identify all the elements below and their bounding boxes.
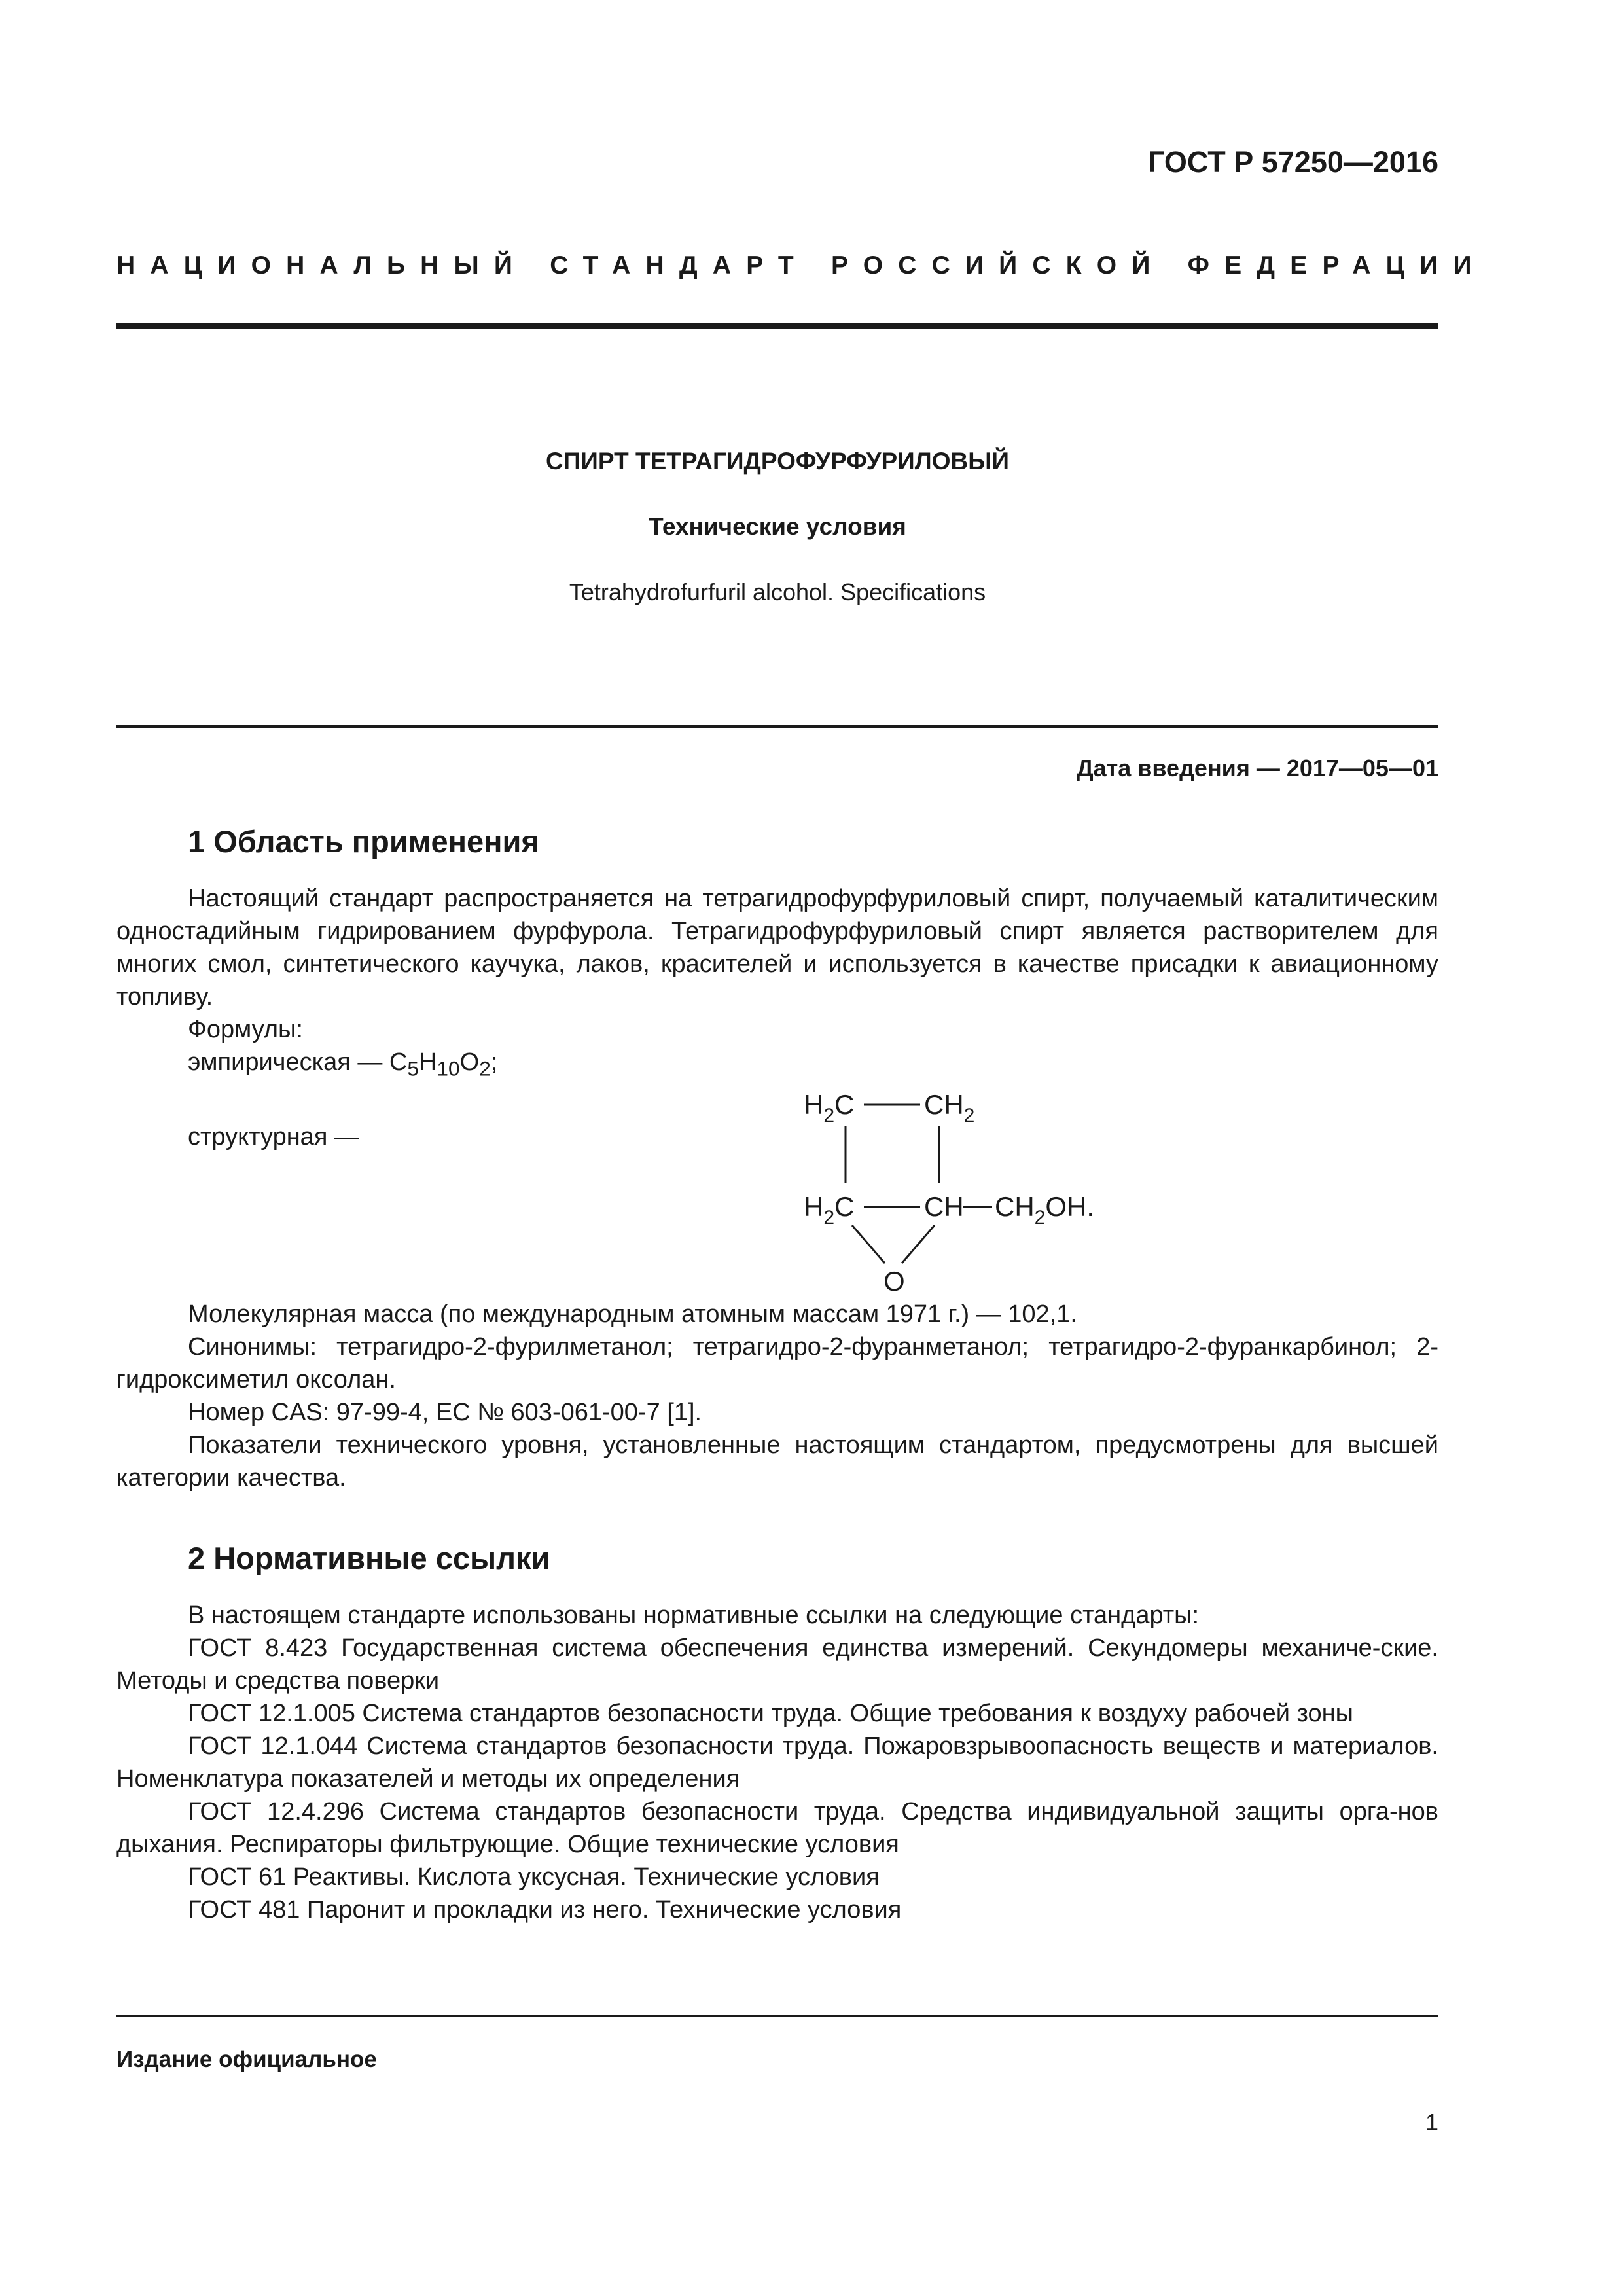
national-standard-banner: НАЦИОНАЛЬНЫЙ СТАНДАРТ РОССИЙСКОЙ ФЕДЕРАЦИИ	[116, 251, 1487, 279]
struct-mid-center: CH	[924, 1191, 964, 1222]
section-1-heading: 1 Область применения	[188, 824, 539, 859]
scope-paragraph: Настоящий стандарт распространяется на тетрагидрофурфуриловый спирт, получаемый каталитическим одностадийным гидрированием фурфурола. Тетрагидрофурфуриловый спирт является растворителем для многих смол, синтетического каучука, лаков, красителей и используется в качестве присадки к авиационному топливу.	[116, 885, 1438, 1011]
reference-item: ГОСТ 61 Реактивы. Кислота уксусная. Технические условия	[188, 1863, 880, 1891]
section-1-body	[116, 882, 1438, 1085]
formula-o: O	[459, 1049, 480, 1076]
reference-item: ГОСТ 481 Паронит и прокладки из него. Технические условия	[188, 1896, 902, 1924]
struct-top-right: $CH_2$	[924, 1089, 975, 1126]
header-divider	[116, 323, 1438, 329]
cas-number: Номер CAS: 97-99-4, ЕС № 603-061-00-7 [1].	[188, 1399, 702, 1426]
official-edition-label: Издание официальное	[116, 2047, 377, 2072]
section-1	[116, 823, 1438, 860]
structural-label: структурная —	[188, 1123, 359, 1151]
document-subtitle: Технические условия	[649, 513, 906, 540]
introduction-date: Дата введения — 2017—05—01	[1076, 755, 1438, 781]
quality-note: Показатели технического уровня, установленные настоящим стандартом, предусмотрены для высшей категории качества.	[116, 1431, 1438, 1492]
struct-top-left: $H_2C$	[804, 1089, 855, 1126]
struct-mid-right: $CH_2OH$.	[995, 1191, 1095, 1229]
struct-mid-left: $H_2C$	[804, 1191, 855, 1229]
formula-h: H	[418, 1049, 437, 1076]
formula-c: C	[389, 1049, 408, 1076]
formula-o-sub: 2	[479, 1056, 491, 1081]
reference-item: ГОСТ 12.4.296 Система стандартов безопасности труда. Средства индивидуальной защиты орга-нов дыхания. Респираторы фильтрующие. Общие технические условия	[116, 1798, 1438, 1858]
empirical-prefix: эмпирическая —	[188, 1049, 389, 1076]
synonyms: Синонимы: тетрагидро-2-фурилметанол; тетрагидро-2-фуранметанол; тетрагидро-2-фуранкарбинол; 2-гидроксиметил оксолан.	[116, 1333, 1438, 1393]
english-title: Tetrahydrofurfuril alcohol. Specifications	[569, 579, 986, 605]
formula-c-sub: 5	[407, 1056, 419, 1081]
page-number: 1	[1425, 2109, 1438, 2136]
section-2	[116, 1540, 1438, 1577]
molar-mass: Молекулярная масса (по международным атомным массам 1971 г.) — 102,1.	[188, 1300, 1077, 1328]
section-1-tail	[116, 1298, 1438, 1494]
section-2-heading: 2 Нормативные ссылки	[188, 1541, 550, 1575]
structural-formula	[772, 1073, 1165, 1302]
reference-item: ГОСТ 8.423 Государственная система обеспечения единства измерений. Секундомеры механиче-ские. Методы и средства поверки	[116, 1634, 1438, 1695]
document-number: ГОСТ Р 57250—2016	[1147, 145, 1438, 179]
reference-item: ГОСТ 12.1.005 Система стандартов безопасности труда. Общие требования к воздуху рабочей зоны	[188, 1700, 1353, 1727]
footer-divider	[116, 2015, 1438, 2017]
struct-oxygen: O	[883, 1266, 905, 1297]
document-title: СПИРТ ТЕТРАГИДРОФУРФУРИЛОВЫЙ	[545, 448, 1010, 475]
references-intro: В настоящем стандарте использованы нормативные ссылки на следующие стандарты:	[188, 1602, 1200, 1629]
bond-oxygen-left	[852, 1225, 885, 1263]
bond-oxygen-right	[902, 1225, 935, 1263]
formulas-label: Формулы:	[188, 1016, 303, 1043]
section-2-body	[116, 1599, 1438, 1926]
formula-end: ;	[490, 1049, 498, 1076]
reference-item: ГОСТ 12.1.044 Система стандартов безопасности труда. Пожаровзрывоопасность веществ и материалов. Номенклатура показателей и методы их определения	[116, 1732, 1438, 1793]
title-divider	[116, 725, 1438, 728]
formula-h-sub: 10	[437, 1056, 460, 1081]
